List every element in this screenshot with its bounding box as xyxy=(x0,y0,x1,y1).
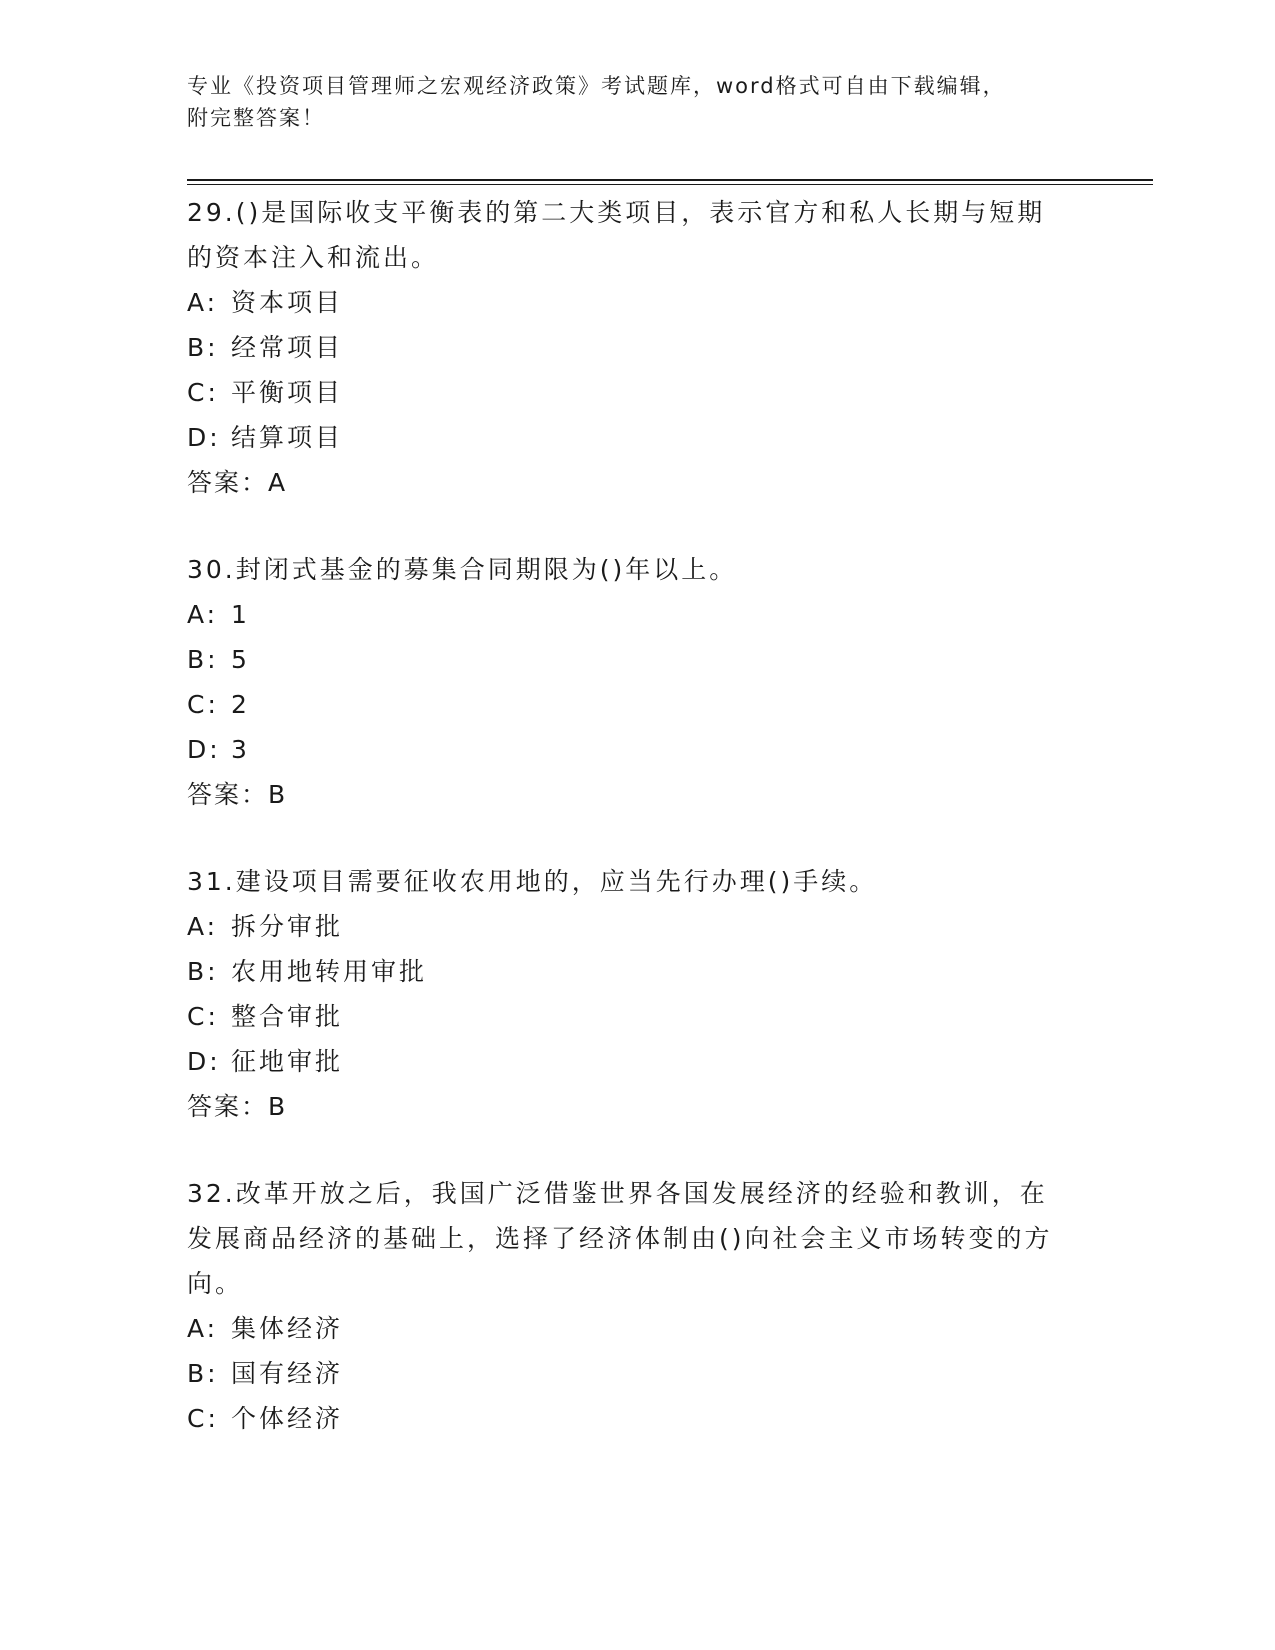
option-key: C: xyxy=(187,690,219,719)
option-key: B: xyxy=(187,645,219,674)
option-text: 3 xyxy=(231,735,250,764)
option-c xyxy=(187,1396,1087,1441)
answer-line: 答案：A xyxy=(187,468,288,497)
option-key: C: xyxy=(187,378,219,407)
option-c xyxy=(187,370,1087,415)
option-c xyxy=(187,682,1087,727)
question-stem: 30.封闭式基金的募集合同期限为()年以上。 xyxy=(187,555,738,584)
document-header xyxy=(187,70,1067,134)
option-text: 个体经济 xyxy=(231,1404,344,1433)
option-key: D: xyxy=(187,735,221,764)
option-key: C: xyxy=(187,1404,219,1433)
option-d xyxy=(187,1039,1087,1084)
question-stem: 29.()是国际收支平衡表的第二大类项目，表示官方和私人长期与短期的资本注入和流出。 xyxy=(187,198,1046,272)
option-key: B: xyxy=(187,1359,219,1388)
option-key: D: xyxy=(187,1047,221,1076)
option-text: 资本项目 xyxy=(231,288,344,317)
answer-line: 答案：B xyxy=(187,1092,288,1121)
option-key: A: xyxy=(187,912,219,941)
option-key: A: xyxy=(187,1314,219,1343)
option-text: 农用地转用审批 xyxy=(231,957,428,986)
option-d xyxy=(187,727,1087,772)
answer-line: 答案：B xyxy=(187,780,288,809)
option-key: C: xyxy=(187,1002,219,1031)
header-line-1: 专业《投资项目管理师之宏观经济政策》考试题库，word格式可自由下载编辑， xyxy=(187,74,1006,98)
option-b xyxy=(187,325,1087,370)
question-31 xyxy=(187,859,1087,1129)
option-key: A: xyxy=(187,288,219,317)
option-text: 集体经济 xyxy=(231,1314,344,1343)
option-text: 整合审批 xyxy=(231,1002,344,1031)
option-d xyxy=(187,415,1087,460)
option-a xyxy=(187,280,1087,325)
question-32 xyxy=(187,1171,1087,1441)
option-text: 国有经济 xyxy=(231,1359,344,1388)
option-a xyxy=(187,904,1087,949)
option-key: D: xyxy=(187,423,221,452)
header-line-2: 附完整答案！ xyxy=(187,106,325,130)
option-text: 1 xyxy=(231,600,250,629)
option-key: B: xyxy=(187,957,219,986)
header-divider-thick xyxy=(187,179,1153,181)
option-text: 征地审批 xyxy=(231,1047,344,1076)
option-b xyxy=(187,949,1087,994)
question-stem: 31.建设项目需要征收农用地的，应当先行办理()手续。 xyxy=(187,867,878,896)
option-text: 平衡项目 xyxy=(231,378,344,407)
option-b xyxy=(187,637,1087,682)
option-key: A: xyxy=(187,600,219,629)
option-text: 结算项目 xyxy=(231,423,344,452)
question-stem: 32.改革开放之后，我国广泛借鉴世界各国发展经济的经验和教训，在发展商品经济的基础上，选择了经济体制由()向社会主义市场转变的方向。 xyxy=(187,1179,1053,1298)
option-text: 经常项目 xyxy=(231,333,344,362)
option-text: 5 xyxy=(231,645,250,674)
option-key: B: xyxy=(187,333,219,362)
question-29 xyxy=(187,190,1087,505)
option-a xyxy=(187,1306,1087,1351)
option-text: 2 xyxy=(231,690,250,719)
option-b xyxy=(187,1351,1087,1396)
option-text: 拆分审批 xyxy=(231,912,344,941)
question-30 xyxy=(187,547,1087,817)
header-divider-thin xyxy=(187,184,1153,185)
option-c xyxy=(187,994,1087,1039)
question-list xyxy=(187,190,1087,1483)
option-a xyxy=(187,592,1087,637)
